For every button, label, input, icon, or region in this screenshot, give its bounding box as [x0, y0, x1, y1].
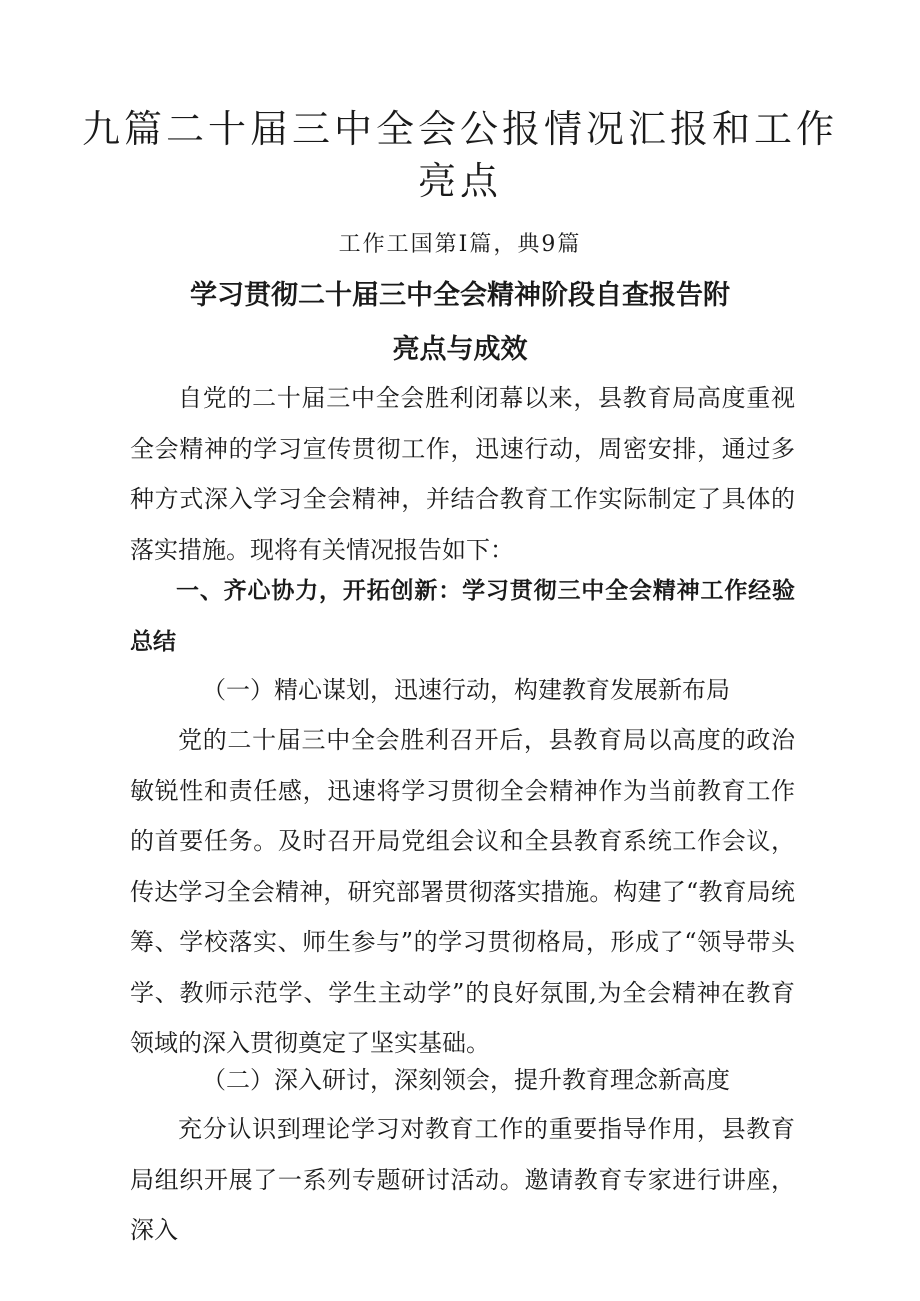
document-title-line2: 亮点: [417, 159, 502, 203]
document-note: 工作工国第Ⅰ篇，典9篇: [338, 232, 582, 257]
document-title-line1: 九篇二十届三中全会公报情况汇报和工作: [81, 107, 838, 151]
subsection-1-paragraph: 党的二十届三中全会胜利召开后，县教育局以高度的政治敏锐性和责任感，迅速将学习贯彻全会精神作为当前教育工作的首要任务。及时召开局党组会议和全县教育系统工作会议，传达学习全会精神，研究部署贯彻落实措施。构建了“教育局统筹、学校落实、师生参与”的学习贯彻格局，形成了“领导带头学、教师示范学、学生主动学”的良好氛围,为全会精神在教育领域的深入贯彻奠定了坚实基础。: [130, 726, 795, 1057]
subsection-heading-2: （二）深入研讨，深刻领会，提升教育理念新高度: [202, 1066, 730, 1094]
section-heading-1: 一、齐心协力，开拓创新：学习贯彻三中全会精神工作经验总结: [130, 578, 795, 655]
intro-paragraph: 自党的二十届三中全会胜利闭幕以来，县教育局高度重视全会精神的学习宣传贯彻工作，迅速行动，周密安排，通过多种方式深入学习全会精神，并结合教育工作实际制定了具体的落实措施。现将有关情况报告如下：: [130, 384, 795, 564]
subsection-2-paragraph: 充分认识到理论学习对教育工作的重要指导作用，县教育局组织开展了一系列专题研讨活动。邀请教育专家进行讲座，深入: [130, 1115, 795, 1244]
report-title-line1: 学习贯彻二十届三中全会精神阶段自查报告附: [190, 280, 730, 311]
subsection-heading-1: （一）精心谋划，迅速行动，构建教育发展新布局: [202, 676, 730, 704]
report-title-line2: 亮点与成效: [392, 334, 528, 365]
